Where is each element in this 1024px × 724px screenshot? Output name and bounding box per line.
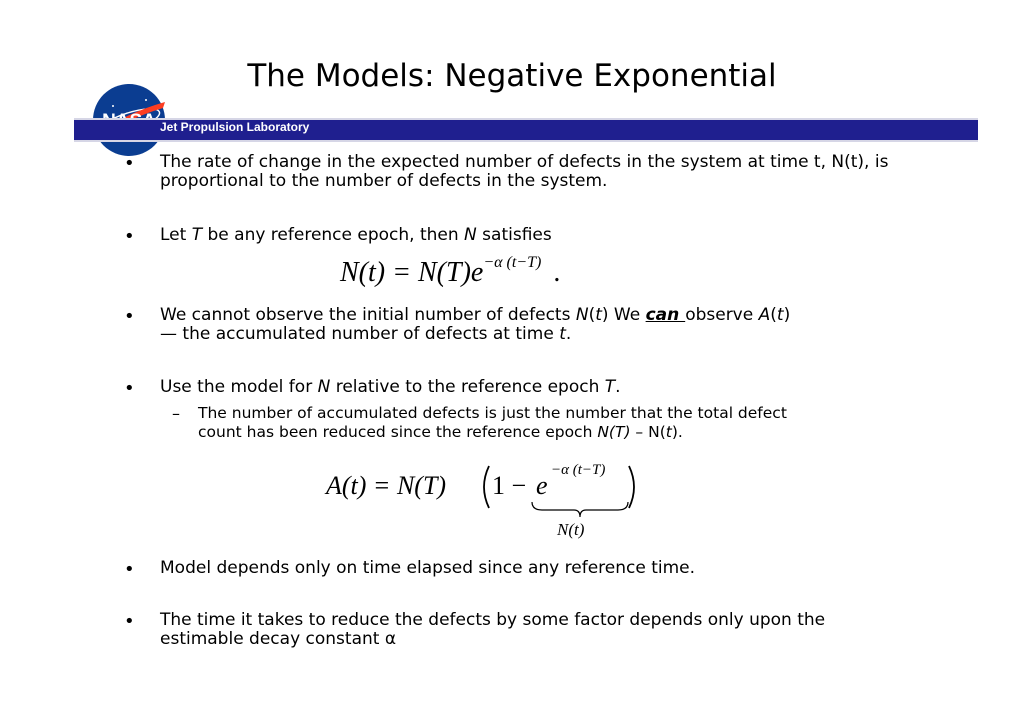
underbrace [530, 500, 630, 520]
bullet-reference-epoch: Let T be any reference epoch, then N satisfies [160, 225, 552, 245]
bullet-use-model: Use the model for N relative to the reference epoch T. [160, 377, 621, 397]
underbrace-label: N(t) [557, 520, 585, 539]
left-paren [478, 464, 492, 510]
sub-bullet-accumulated: The number of accumulated defects is just the number that the total defect count has been reduced since the reference epoch N(T) – N(t). [198, 404, 787, 441]
bullet-marker: • [124, 378, 135, 399]
bullet-marker: • [124, 226, 135, 247]
bullet-decay-constant: The time it takes to reduce the defects by some factor depends only upon the estimable decay constant α [160, 610, 826, 649]
bullet-accumulated-defects: We cannot observe the initial number of defects N(t) We can observe A(t) — the accumulated number of defects at time t. [160, 305, 791, 344]
bullet-rate-of-change: The rate of change in the expected number of defects in the system at time t, N(t), is proportional to the number of defects in the system. [160, 152, 889, 191]
bullet-marker: • [124, 306, 135, 327]
equation-exponent: −α (t−T) [551, 462, 606, 478]
equation-one-minus: 1 − [492, 471, 527, 500]
bullet-marker: • [124, 559, 135, 580]
bullet-marker: • [124, 611, 135, 632]
sub-bullet-dash: – [172, 404, 180, 423]
bullet-time-elapsed: Model depends only on time elapsed since any reference time. [160, 558, 696, 578]
equation-a-lhs: A(t) = N(T) [326, 471, 447, 500]
slide-title: The Models: Negative Exponential [247, 58, 777, 94]
equation-e: e [536, 471, 548, 500]
bullet-marker: • [124, 153, 135, 174]
equation-n-of-t: $N(t) = N(T)e^{-\alpha (t-T)}$ . [340, 253, 561, 288]
lab-name: Jet Propulsion Laboratory [160, 120, 310, 134]
